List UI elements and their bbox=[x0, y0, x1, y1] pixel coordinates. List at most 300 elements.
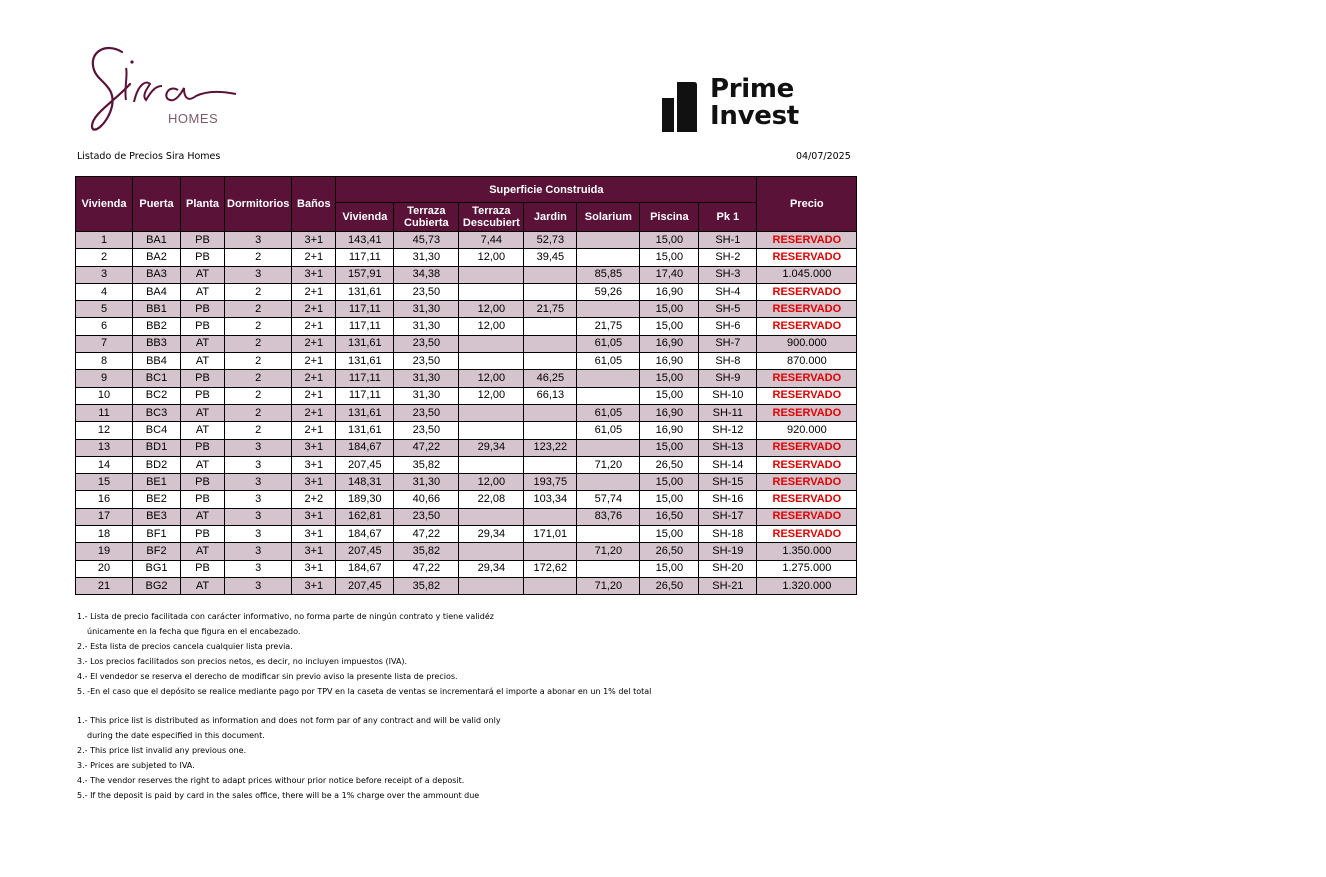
cell-puerta: BG2 bbox=[133, 577, 181, 594]
cell-pk1: SH-8 bbox=[699, 353, 757, 370]
cell-dormitorios: 2 bbox=[225, 301, 292, 318]
cell-solarium: 85,85 bbox=[577, 266, 640, 283]
cell-superficie-vivienda: 148,31 bbox=[336, 474, 394, 491]
cell-precio: 1.275.000 bbox=[757, 560, 857, 577]
cell-jardin: 21,75 bbox=[524, 301, 577, 318]
cell-precio: RESERVADO bbox=[757, 526, 857, 543]
cell-solarium bbox=[577, 474, 640, 491]
cell-terraza-cubierta: 35,82 bbox=[394, 577, 459, 594]
cell-piscina: 16,90 bbox=[640, 422, 699, 439]
cell-jardin bbox=[524, 283, 577, 300]
cell-dormitorios: 3 bbox=[225, 491, 292, 508]
cell-vivienda: 18 bbox=[76, 526, 133, 543]
cell-terraza-cubierta: 23,50 bbox=[394, 353, 459, 370]
cell-pk1: SH-15 bbox=[699, 474, 757, 491]
note-line: 4.- The vendor reserves the right to adapt prices withour prior notice before receipt of a deposit. bbox=[77, 776, 465, 785]
cell-piscina: 16,90 bbox=[640, 283, 699, 300]
cell-vivienda: 12 bbox=[76, 422, 133, 439]
cell-pk1: SH-12 bbox=[699, 422, 757, 439]
cell-pk1: SH-17 bbox=[699, 508, 757, 525]
table-row bbox=[76, 370, 857, 387]
prime-invest-wordmark bbox=[710, 76, 799, 130]
notes-spanish bbox=[77, 609, 651, 699]
header-banos: Baños bbox=[292, 177, 336, 232]
cell-dormitorios: 3 bbox=[225, 560, 292, 577]
cell-precio: RESERVADO bbox=[757, 370, 857, 387]
cell-puerta: BF2 bbox=[133, 543, 181, 560]
cell-terraza-descubierta: 7,44 bbox=[459, 232, 524, 249]
prime-invest-mark-icon bbox=[660, 80, 706, 138]
cell-planta: PB bbox=[181, 301, 225, 318]
cell-terraza-cubierta: 35,82 bbox=[394, 543, 459, 560]
cell-planta: AT bbox=[181, 283, 225, 300]
cell-superficie-vivienda: 162,81 bbox=[336, 508, 394, 525]
cell-vivienda: 16 bbox=[76, 491, 133, 508]
cell-precio: RESERVADO bbox=[757, 456, 857, 473]
cell-solarium: 71,20 bbox=[577, 456, 640, 473]
cell-terraza-cubierta: 31,30 bbox=[394, 249, 459, 266]
cell-planta: PB bbox=[181, 232, 225, 249]
note-line: during the date especified in this document. bbox=[87, 731, 265, 740]
cell-planta: PB bbox=[181, 318, 225, 335]
cell-terraza-descubierta bbox=[459, 283, 524, 300]
note-line: 2.- Esta lista de precios cancela cualquier lista previa. bbox=[77, 642, 293, 651]
cell-dormitorios: 3 bbox=[225, 439, 292, 456]
cell-solarium bbox=[577, 232, 640, 249]
cell-pk1: SH-1 bbox=[699, 232, 757, 249]
cell-dormitorios: 2 bbox=[225, 404, 292, 421]
cell-terraza-cubierta: 31,30 bbox=[394, 318, 459, 335]
cell-planta: PB bbox=[181, 491, 225, 508]
cell-dormitorios: 3 bbox=[225, 543, 292, 560]
cell-vivienda: 15 bbox=[76, 474, 133, 491]
header-terraza-descubierta: Terraza Descubiert bbox=[459, 203, 524, 232]
cell-jardin: 123,22 bbox=[524, 439, 577, 456]
cell-superficie-vivienda: 189,30 bbox=[336, 491, 394, 508]
cell-solarium bbox=[577, 560, 640, 577]
note-line: únicamente en la fecha que figura en el encabezado. bbox=[87, 627, 301, 636]
cell-pk1: SH-7 bbox=[699, 335, 757, 352]
cell-puerta: BC4 bbox=[133, 422, 181, 439]
cell-jardin: 103,34 bbox=[524, 491, 577, 508]
header-jardin: Jardin bbox=[524, 203, 577, 232]
cell-precio: RESERVADO bbox=[757, 283, 857, 300]
cell-banos: 3+1 bbox=[292, 474, 336, 491]
cell-precio: RESERVADO bbox=[757, 232, 857, 249]
cell-superficie-vivienda: 131,61 bbox=[336, 422, 394, 439]
cell-banos: 3+1 bbox=[292, 577, 336, 594]
cell-jardin bbox=[524, 353, 577, 370]
header-pk1: Pk 1 bbox=[699, 203, 757, 232]
cell-solarium bbox=[577, 249, 640, 266]
table-row bbox=[76, 422, 857, 439]
cell-banos: 2+1 bbox=[292, 283, 336, 300]
cell-jardin bbox=[524, 266, 577, 283]
sira-homes-logo bbox=[86, 40, 246, 140]
cell-terraza-descubierta: 12,00 bbox=[459, 474, 524, 491]
cell-planta: AT bbox=[181, 543, 225, 560]
cell-superficie-vivienda: 143,41 bbox=[336, 232, 394, 249]
cell-vivienda: 13 bbox=[76, 439, 133, 456]
cell-vivienda: 17 bbox=[76, 508, 133, 525]
cell-superficie-vivienda: 207,45 bbox=[336, 577, 394, 594]
cell-puerta: BB4 bbox=[133, 353, 181, 370]
cell-dormitorios: 2 bbox=[225, 422, 292, 439]
cell-piscina: 26,50 bbox=[640, 456, 699, 473]
cell-terraza-cubierta: 47,22 bbox=[394, 439, 459, 456]
cell-jardin bbox=[524, 318, 577, 335]
cell-vivienda: 5 bbox=[76, 301, 133, 318]
cell-vivienda: 3 bbox=[76, 266, 133, 283]
cell-vivienda: 10 bbox=[76, 387, 133, 404]
cell-superficie-vivienda: 131,61 bbox=[336, 353, 394, 370]
table-row bbox=[76, 266, 857, 283]
cell-precio: RESERVADO bbox=[757, 508, 857, 525]
cell-precio: 1.045.000 bbox=[757, 266, 857, 283]
cell-vivienda: 7 bbox=[76, 335, 133, 352]
prime-label: Prime bbox=[710, 74, 795, 104]
note-line: 5. -En el caso que el depósito se realice mediante pago por TPV en la caseta de ventas se incrementará el importe a abonar en un 1% del total bbox=[77, 687, 652, 696]
cell-terraza-descubierta bbox=[459, 508, 524, 525]
cell-precio: 920.000 bbox=[757, 422, 857, 439]
cell-precio: RESERVADO bbox=[757, 249, 857, 266]
cell-banos: 2+1 bbox=[292, 301, 336, 318]
cell-vivienda: 4 bbox=[76, 283, 133, 300]
cell-banos: 3+1 bbox=[292, 560, 336, 577]
cell-dormitorios: 3 bbox=[225, 508, 292, 525]
cell-precio: RESERVADO bbox=[757, 387, 857, 404]
cell-dormitorios: 2 bbox=[225, 353, 292, 370]
cell-terraza-descubierta bbox=[459, 577, 524, 594]
cell-superficie-vivienda: 157,91 bbox=[336, 266, 394, 283]
cell-piscina: 15,00 bbox=[640, 232, 699, 249]
cell-terraza-descubierta: 12,00 bbox=[459, 249, 524, 266]
cell-dormitorios: 2 bbox=[225, 249, 292, 266]
cell-jardin bbox=[524, 577, 577, 594]
cell-solarium bbox=[577, 526, 640, 543]
cell-piscina: 16,90 bbox=[640, 353, 699, 370]
cell-puerta: BC2 bbox=[133, 387, 181, 404]
cell-precio: 870.000 bbox=[757, 353, 857, 370]
cell-jardin: 172,62 bbox=[524, 560, 577, 577]
cell-jardin bbox=[524, 404, 577, 421]
cell-superficie-vivienda: 184,67 bbox=[336, 560, 394, 577]
cell-precio: RESERVADO bbox=[757, 404, 857, 421]
cell-pk1: SH-14 bbox=[699, 456, 757, 473]
cell-dormitorios: 2 bbox=[225, 370, 292, 387]
header-planta: Planta bbox=[181, 177, 225, 232]
header-precio: Precio bbox=[757, 177, 857, 232]
cell-pk1: SH-21 bbox=[699, 577, 757, 594]
cell-terraza-descubierta bbox=[459, 543, 524, 560]
cell-dormitorios: 3 bbox=[225, 474, 292, 491]
cell-vivienda: 6 bbox=[76, 318, 133, 335]
cell-vivienda: 14 bbox=[76, 456, 133, 473]
cell-terraza-descubierta: 29,34 bbox=[459, 439, 524, 456]
cell-pk1: SH-3 bbox=[699, 266, 757, 283]
cell-superficie-vivienda: 117,11 bbox=[336, 387, 394, 404]
cell-puerta: BD2 bbox=[133, 456, 181, 473]
cell-superficie-vivienda: 184,67 bbox=[336, 439, 394, 456]
cell-planta: AT bbox=[181, 266, 225, 283]
cell-superficie-vivienda: 117,11 bbox=[336, 370, 394, 387]
table-row bbox=[76, 301, 857, 318]
cell-vivienda: 19 bbox=[76, 543, 133, 560]
table-row bbox=[76, 283, 857, 300]
cell-jardin bbox=[524, 335, 577, 352]
cell-terraza-descubierta bbox=[459, 404, 524, 421]
cell-terraza-descubierta bbox=[459, 422, 524, 439]
header-piscina: Piscina bbox=[640, 203, 699, 232]
cell-planta: AT bbox=[181, 508, 225, 525]
cell-planta: AT bbox=[181, 335, 225, 352]
cell-pk1: SH-11 bbox=[699, 404, 757, 421]
cell-planta: PB bbox=[181, 560, 225, 577]
note-line: 1.- This price list is distributed as information and does not form par of any contract and will be valid only bbox=[77, 716, 501, 725]
cell-terraza-cubierta: 31,30 bbox=[394, 387, 459, 404]
table-row bbox=[76, 439, 857, 456]
cell-superficie-vivienda: 184,67 bbox=[336, 526, 394, 543]
cell-superficie-vivienda: 131,61 bbox=[336, 335, 394, 352]
cell-solarium: 59,26 bbox=[577, 283, 640, 300]
cell-terraza-descubierta: 12,00 bbox=[459, 301, 524, 318]
cell-banos: 2+1 bbox=[292, 353, 336, 370]
cell-precio: RESERVADO bbox=[757, 318, 857, 335]
cell-puerta: BB1 bbox=[133, 301, 181, 318]
cell-superficie-vivienda: 117,11 bbox=[336, 318, 394, 335]
cell-piscina: 26,50 bbox=[640, 543, 699, 560]
header-solarium: Solarium bbox=[577, 203, 640, 232]
cell-terraza-descubierta: 12,00 bbox=[459, 370, 524, 387]
header-dormitorios: Dormitorios bbox=[225, 177, 292, 232]
table-row bbox=[76, 560, 857, 577]
cell-planta: PB bbox=[181, 474, 225, 491]
cell-puerta: BA4 bbox=[133, 283, 181, 300]
cell-puerta: BB3 bbox=[133, 335, 181, 352]
header-superficie-construida: Superficie Construida bbox=[336, 177, 757, 203]
table-row bbox=[76, 577, 857, 594]
table-row bbox=[76, 543, 857, 560]
cell-superficie-vivienda: 117,11 bbox=[336, 301, 394, 318]
cell-vivienda: 20 bbox=[76, 560, 133, 577]
cell-terraza-descubierta: 22,08 bbox=[459, 491, 524, 508]
cell-piscina: 15,00 bbox=[640, 370, 699, 387]
cell-superficie-vivienda: 131,61 bbox=[336, 404, 394, 421]
cell-vivienda: 2 bbox=[76, 249, 133, 266]
cell-precio: RESERVADO bbox=[757, 439, 857, 456]
cell-jardin: 193,75 bbox=[524, 474, 577, 491]
cell-solarium: 61,05 bbox=[577, 422, 640, 439]
cell-solarium: 83,76 bbox=[577, 508, 640, 525]
cell-puerta: BG1 bbox=[133, 560, 181, 577]
cell-jardin bbox=[524, 422, 577, 439]
cell-puerta: BE3 bbox=[133, 508, 181, 525]
cell-dormitorios: 3 bbox=[225, 232, 292, 249]
cell-piscina: 15,00 bbox=[640, 560, 699, 577]
sira-homes-subtitle: HOMES bbox=[168, 111, 219, 126]
cell-solarium: 71,20 bbox=[577, 577, 640, 594]
cell-puerta: BD1 bbox=[133, 439, 181, 456]
cell-solarium bbox=[577, 370, 640, 387]
cell-solarium: 71,20 bbox=[577, 543, 640, 560]
table-row bbox=[76, 508, 857, 525]
cell-superficie-vivienda: 131,61 bbox=[336, 283, 394, 300]
cell-planta: PB bbox=[181, 249, 225, 266]
header-vivienda-area: Vivienda bbox=[336, 203, 394, 232]
document-date: 04/07/2025 bbox=[796, 151, 851, 162]
cell-banos: 2+2 bbox=[292, 491, 336, 508]
cell-banos: 3+1 bbox=[292, 543, 336, 560]
cell-puerta: BC3 bbox=[133, 404, 181, 421]
cell-banos: 2+1 bbox=[292, 387, 336, 404]
cell-dormitorios: 3 bbox=[225, 577, 292, 594]
cell-puerta: BA3 bbox=[133, 266, 181, 283]
cell-solarium: 61,05 bbox=[577, 353, 640, 370]
note-line: 3.- Prices are subjeted to IVA. bbox=[77, 761, 195, 770]
cell-pk1: SH-16 bbox=[699, 491, 757, 508]
cell-banos: 2+1 bbox=[292, 370, 336, 387]
cell-pk1: SH-2 bbox=[699, 249, 757, 266]
cell-solarium bbox=[577, 387, 640, 404]
price-table bbox=[75, 176, 857, 595]
cell-piscina: 17,40 bbox=[640, 266, 699, 283]
prime-invest-logo bbox=[660, 76, 810, 138]
table-row bbox=[76, 318, 857, 335]
cell-piscina: 15,00 bbox=[640, 301, 699, 318]
cell-solarium bbox=[577, 301, 640, 318]
note-line: 2.- This price list invalid any previous one. bbox=[77, 746, 247, 755]
cell-puerta: BE2 bbox=[133, 491, 181, 508]
cell-banos: 2+1 bbox=[292, 404, 336, 421]
cell-piscina: 15,00 bbox=[640, 439, 699, 456]
cell-solarium bbox=[577, 439, 640, 456]
cell-pk1: SH-4 bbox=[699, 283, 757, 300]
cell-planta: AT bbox=[181, 456, 225, 473]
cell-vivienda: 21 bbox=[76, 577, 133, 594]
cell-terraza-cubierta: 34,38 bbox=[394, 266, 459, 283]
cell-banos: 2+1 bbox=[292, 422, 336, 439]
cell-banos: 3+1 bbox=[292, 508, 336, 525]
cell-banos: 3+1 bbox=[292, 232, 336, 249]
cell-jardin: 39,45 bbox=[524, 249, 577, 266]
cell-banos: 3+1 bbox=[292, 266, 336, 283]
cell-pk1: SH-13 bbox=[699, 439, 757, 456]
cell-planta: AT bbox=[181, 353, 225, 370]
note-line: 3.- Los precios facilitados son precios netos, es decir, no incluyen impuestos (IVA). bbox=[77, 657, 408, 666]
invest-label: Invest bbox=[710, 101, 799, 131]
cell-planta: AT bbox=[181, 404, 225, 421]
note-line: 4.- El vendedor se reserva el derecho de modificar sin previo aviso la presente lista de precios. bbox=[77, 672, 458, 681]
cell-banos: 3+1 bbox=[292, 439, 336, 456]
table-row bbox=[76, 232, 857, 249]
table-row bbox=[76, 404, 857, 421]
cell-dormitorios: 3 bbox=[225, 526, 292, 543]
cell-superficie-vivienda: 207,45 bbox=[336, 456, 394, 473]
cell-piscina: 15,00 bbox=[640, 318, 699, 335]
cell-pk1: SH-19 bbox=[699, 543, 757, 560]
cell-terraza-descubierta: 29,34 bbox=[459, 560, 524, 577]
cell-solarium: 21,75 bbox=[577, 318, 640, 335]
cell-pk1: SH-6 bbox=[699, 318, 757, 335]
cell-terraza-descubierta: 12,00 bbox=[459, 387, 524, 404]
cell-piscina: 15,00 bbox=[640, 526, 699, 543]
cell-vivienda: 1 bbox=[76, 232, 133, 249]
cell-planta: PB bbox=[181, 387, 225, 404]
cell-jardin: 66,13 bbox=[524, 387, 577, 404]
cell-dormitorios: 2 bbox=[225, 283, 292, 300]
cell-terraza-descubierta bbox=[459, 456, 524, 473]
cell-dormitorios: 3 bbox=[225, 266, 292, 283]
table-row bbox=[76, 335, 857, 352]
header-puerta: Puerta bbox=[133, 177, 181, 232]
note-line: 1.- Lista de precio facilitada con carácter informativo, no forma parte de ningún contrato y tiene validéz bbox=[77, 612, 494, 621]
cell-piscina: 26,50 bbox=[640, 577, 699, 594]
cell-solarium: 57,74 bbox=[577, 491, 640, 508]
cell-dormitorios: 2 bbox=[225, 387, 292, 404]
cell-jardin: 171,01 bbox=[524, 526, 577, 543]
cell-terraza-cubierta: 31,30 bbox=[394, 301, 459, 318]
header-vivienda: Vivienda bbox=[76, 177, 133, 232]
cell-terraza-cubierta: 31,30 bbox=[394, 370, 459, 387]
table-row bbox=[76, 456, 857, 473]
cell-piscina: 16,50 bbox=[640, 508, 699, 525]
cell-puerta: BC1 bbox=[133, 370, 181, 387]
cell-vivienda: 9 bbox=[76, 370, 133, 387]
cell-piscina: 16,90 bbox=[640, 335, 699, 352]
note-line: 5.- If the deposit is paid by card in the sales office, there will be a 1% charge over the ammount due bbox=[77, 791, 480, 800]
notes-english bbox=[77, 713, 501, 803]
table-row bbox=[76, 249, 857, 266]
cell-terraza-descubierta bbox=[459, 353, 524, 370]
cell-dormitorios: 2 bbox=[225, 318, 292, 335]
cell-puerta: BA2 bbox=[133, 249, 181, 266]
cell-dormitorios: 3 bbox=[225, 456, 292, 473]
cell-pk1: SH-5 bbox=[699, 301, 757, 318]
cell-terraza-cubierta: 40,66 bbox=[394, 491, 459, 508]
cell-piscina: 16,90 bbox=[640, 404, 699, 421]
page-title: Listado de Precios Sira Homes bbox=[77, 151, 221, 162]
cell-terraza-cubierta: 23,50 bbox=[394, 404, 459, 421]
cell-puerta: BB2 bbox=[133, 318, 181, 335]
cell-terraza-cubierta: 23,50 bbox=[394, 508, 459, 525]
cell-jardin: 52,73 bbox=[524, 232, 577, 249]
cell-terraza-cubierta: 47,22 bbox=[394, 560, 459, 577]
cell-planta: PB bbox=[181, 370, 225, 387]
cell-terraza-cubierta: 47,22 bbox=[394, 526, 459, 543]
cell-precio: 1.320.000 bbox=[757, 577, 857, 594]
cell-banos: 3+1 bbox=[292, 526, 336, 543]
cell-puerta: BF1 bbox=[133, 526, 181, 543]
cell-terraza-cubierta: 45,73 bbox=[394, 232, 459, 249]
cell-piscina: 15,00 bbox=[640, 249, 699, 266]
cell-banos: 3+1 bbox=[292, 456, 336, 473]
cell-precio: RESERVADO bbox=[757, 474, 857, 491]
cell-planta: AT bbox=[181, 422, 225, 439]
cell-terraza-cubierta: 23,50 bbox=[394, 283, 459, 300]
cell-planta: PB bbox=[181, 526, 225, 543]
cell-planta: PB bbox=[181, 439, 225, 456]
cell-pk1: SH-18 bbox=[699, 526, 757, 543]
cell-jardin bbox=[524, 456, 577, 473]
cell-solarium: 61,05 bbox=[577, 404, 640, 421]
cell-dormitorios: 2 bbox=[225, 335, 292, 352]
cell-terraza-cubierta: 23,50 bbox=[394, 422, 459, 439]
cell-superficie-vivienda: 117,11 bbox=[336, 249, 394, 266]
header-terraza-cubierta: Terraza Cubierta bbox=[394, 203, 459, 232]
cell-terraza-descubierta bbox=[459, 335, 524, 352]
cell-jardin bbox=[524, 543, 577, 560]
cell-pk1: SH-9 bbox=[699, 370, 757, 387]
